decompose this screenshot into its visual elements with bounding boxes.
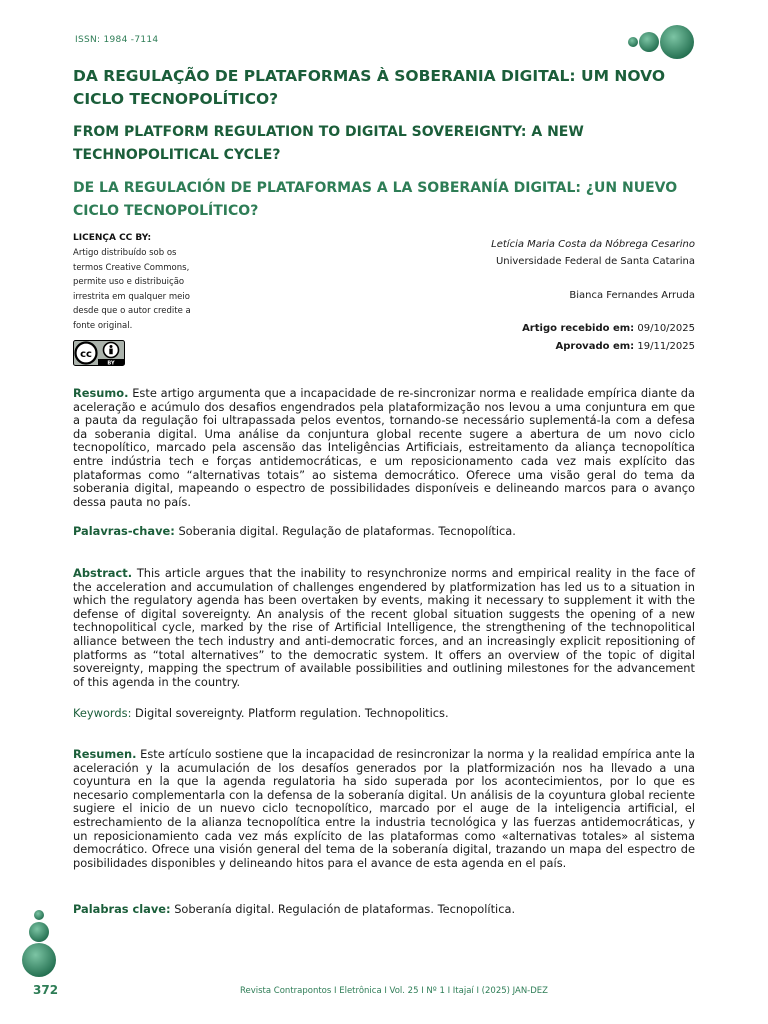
resumen-paragraph (73, 748, 695, 870)
keywords (73, 706, 695, 720)
palavras-chave-label: Palavras-chave: (73, 524, 175, 538)
issn: ISSN: 1984 -7114 (75, 35, 159, 45)
keywords-label: Keywords: (73, 706, 132, 720)
resumo-paragraph (73, 387, 695, 509)
resumo-text: Este artigo argumenta que a incapacidade de re-sincronizar norma e realidade empírica diante da aceleração e acúmulo dos desafios engendrados pela plataformização nos levou a uma conjuntura em que a pauta da regulação foi ultrapassada pelos eventos, tornando-se necessário suplementá-la com a defesa da soberania digital. Uma análise da conjuntura global recente sugere a abertura de um novo ciclo tecnopolítico, marcado pela ascensão das Inteligências Artificiais, estreitamento da aliança tecnopolítica entre indústria tech e forças antidemocráticas, e um reposicionamento cada vez mais explícito das plataformas como “alternativas totais” ao sistema democrático. Oferece uma visão geral do tema da soberania digital, mapeando o espectro de possibilidades disponíveis e delineando marcos para o avanço dessa pauta no país. (73, 386, 696, 509)
palavras-chave (73, 524, 695, 538)
keywords-text: Digital sovereignty. Platform regulation. Technopolitics. (135, 706, 449, 720)
license-text: Artigo distribuído sob os termos Creative Commons, permite uso e distribuição irrestrita em qualquer meio desde que o autor credite a fonte original. (73, 248, 191, 331)
dates-block (522, 320, 695, 356)
abstract-paragraph (73, 567, 695, 689)
title-portuguese: DA REGULAÇÃO DE PLATAFORMAS À SOBERANIA DIGITAL: UM NOVO CICLO TECNOPOLÍTICO? (73, 67, 666, 108)
author-name: Bianca Fernandes Arruda (569, 290, 695, 301)
resumo-label: Resumo. (73, 386, 129, 400)
palabras-clave-text: Soberanía digital. Regulación de plataformas. Tecnopolítica. (174, 902, 516, 916)
author-name: Letícia Maria Costa da Nóbrega Cesarino (491, 239, 695, 250)
resumen-text: Este artículo sostiene que la incapacidad de resincronizar la norma y la realidad empírica ante la aceleración y la acumulación de los desafíos generados por la platformización nos ha llevado a una coyuntura en la que la agenda regulatoria ha sido superada por los acontecimientos, por lo que es necesario complementarla con la defensa de la soberanía digital. Un análisis de la coyuntura global reciente sugiere el inicio de un nuevo ciclo tecnopolítico, marcado por el auge de la inteligencia artificial, el estrechamiento de la alianza tecnopolítica entre la industria tecnológica y las fuerzas antidemocráticas, y un reposicionamiento cada vez más explícito de las plataformas como «alternativas totales» al sistema democrático. Ofrece una visión general del tema de la soberanía digital, trazando un mapa del espectro de posibilidades disponibles y delineando hitos para el avance de esta agenda en el país. (73, 747, 695, 870)
svg-text:cc: cc (80, 349, 92, 360)
palabras-clave-label: Palabras clave: (73, 902, 171, 916)
journal-footer: Revista Contrapontos I Eletrônica I Vol. 25 I Nº 1 I Itajaí I (2025) JAN-DEZ (239, 986, 548, 996)
journal-logo-dots-icon (624, 22, 700, 60)
palavras-chave-text: Soberania digital. Regulação de plataformas. Tecnopolítica. (178, 524, 516, 538)
side-decoration-dots-icon (18, 905, 58, 980)
approved-label: Aprovado em: (555, 341, 635, 352)
abstract-label: Abstract. (73, 566, 133, 580)
resumen-label: Resumen. (73, 747, 137, 761)
page-number: 372 (33, 983, 59, 997)
svg-text:BY: BY (107, 360, 115, 366)
received-label: Artigo recebido em: (522, 323, 635, 334)
approved-date: 19/11/2025 (637, 341, 695, 352)
author-affiliation: Universidade Federal de Santa Catarina (495, 256, 695, 267)
received-date: 09/10/2025 (637, 323, 695, 334)
abstract-text: This article argues that the inability to resynchronize norms and empirical reality in the face of the acceleration and accumulation of challenges engendered by platformization has led us to a situation in which the regulatory agenda has been overtaken by events, making it necessary to supplement it with the defense of digital sovereignty. An analysis of the recent global situation suggests the opening of a new technopolitical cycle, marked by the rise of Artificial Intelligence, the strengthening of the technopolitical alliance between the tech industry and anti-democratic forces, and an increasingly explicit repositioning of platforms as “total alternatives” to the democratic system. It offers an overview of the topic of digital sovereignty, mapping the spectrum of available possibilities and outlining milestones for the advancement of this agenda in the country. (73, 566, 696, 689)
cc-by-license-icon (73, 340, 125, 366)
title-english: FROM PLATFORM REGULATION TO DIGITAL SOVEREIGNTY: A NEW TECHNOPOLITICAL CYCLE? (73, 124, 584, 163)
palabras-clave (73, 902, 695, 916)
license-box (73, 233, 208, 333)
authors-block (491, 236, 695, 304)
title-spanish: DE LA REGULACIÓN DE PLATAFORMAS A LA SOBERANÍA DIGITAL: ¿UN NUEVO CICLO TECNOPOLÍTICO? (73, 180, 678, 219)
license-title: LICENÇA CC BY: (73, 233, 152, 243)
